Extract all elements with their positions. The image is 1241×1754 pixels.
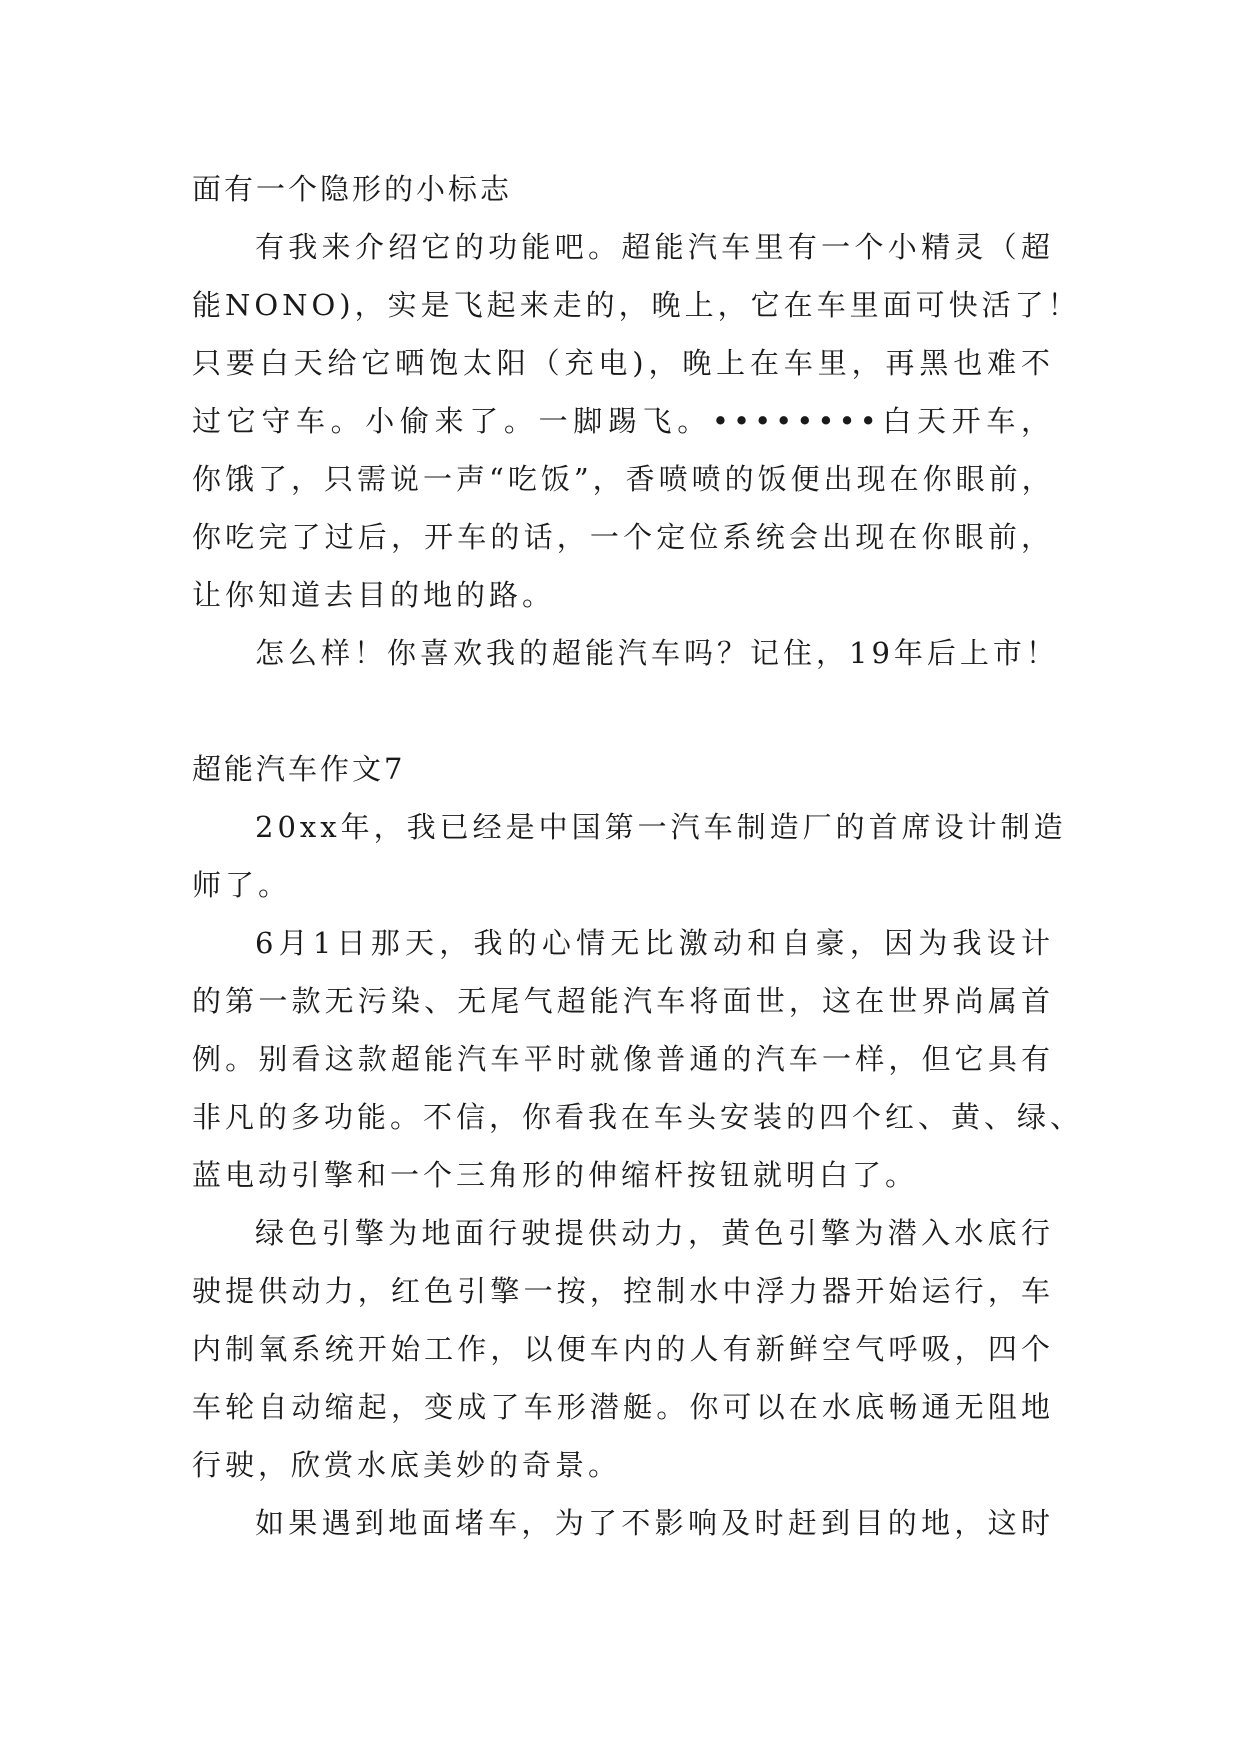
text-line: 只要白天给它晒饱太阳（充电)，晚上在车里，再黑也难不 [192,346,1054,380]
text-line: 过它守车。小偷来了。一脚踢飞。••••••••白天开车， [192,404,1054,438]
text-line: 6月1日那天，我的心情无比激动和自豪，因为我设计 [255,926,1054,960]
text-line: 非凡的多功能。不信，你看我在车头安装的四个红、黄、绿、 [192,1100,1084,1134]
text-line: 车轮自动缩起，变成了车形潜艇。你可以在水底畅通无阻地 [192,1390,1054,1424]
paragraph-features [192,218,1081,624]
paragraph-engines [192,1204,1054,1494]
text-line: 你吃完了过后，开车的话，一个定位系统会出现在你眼前， [192,520,1054,554]
text-line: 能NONO)，实是飞起来走的，晚上，它在车里面可快活了！ [192,288,1081,322]
text-line: 有我来介绍它的功能吧。超能汽车里有一个小精灵（超 [255,230,1054,264]
document-page [192,160,1084,1552]
section-spacer [192,682,1054,740]
text-line: 怎么样！你喜欢我的超能汽车吗？记住，19年后上市！ [255,636,1059,670]
text-line: 让你知道去目的地的路。 [192,578,556,612]
text-line: 师了。 [192,868,292,902]
text-line: 例。别看这款超能汽车平时就像普通的汽车一样，但它具有 [192,1042,1054,1076]
paragraph-traffic [192,1494,1054,1552]
fragment-heading: 面有一个隐形的小标志 [192,172,513,206]
text-line: 内制氧系统开始工作，以便车内的人有新鲜空气呼吸，四个 [192,1332,1054,1366]
text-line: 绿色引擎为地面行驶提供动力，黄色引擎为潜入水底行 [255,1216,1054,1250]
text-line: 驶提供动力，红色引擎一按，控制水中浮力器开始运行，车 [192,1274,1054,1308]
text-line: 20xx年，我已经是中国第一汽车制造厂的首席设计制造 [255,810,1067,844]
text-line: 你饿了，只需说一声“吃饭”，香喷喷的饭便出现在你眼前， [192,462,1055,496]
paragraph-closing [192,624,1059,682]
paragraph-launch [192,914,1084,1204]
paragraph-intro [192,798,1067,914]
text-line: 的第一款无污染、无尾气超能汽车将面世，这在世界尚属首 [192,984,1054,1018]
section-title: 超能汽车作文7 [192,752,406,786]
text-line: 蓝电动引擎和一个三角形的伸缩杆按钮就明白了。 [192,1158,919,1192]
text-line: 行驶，欣赏水底美妙的奇景。 [192,1448,622,1482]
text-line: 如果遇到地面堵车，为了不影响及时赶到目的地，这时 [255,1506,1054,1540]
